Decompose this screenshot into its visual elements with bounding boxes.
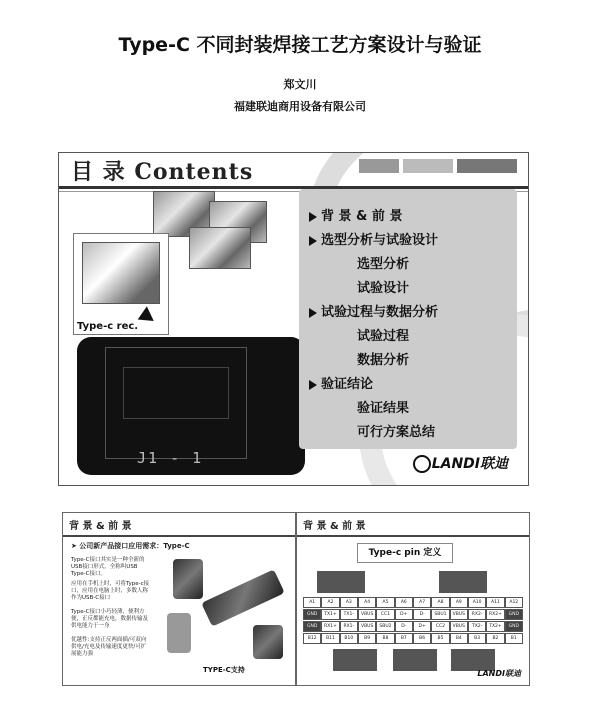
pin-cell: B12	[303, 633, 321, 644]
pin-cell: A10	[468, 597, 486, 608]
connector-label: Type-c rec.	[77, 321, 139, 332]
pin-label-row-bottom	[303, 633, 523, 644]
logo-ring-icon	[413, 455, 431, 473]
callout	[333, 649, 377, 671]
slide-header: 背 景 & 前 景	[303, 521, 366, 532]
header-swatch	[457, 159, 517, 173]
pin-cell: A6	[395, 597, 413, 608]
pin-cell: A5	[376, 597, 394, 608]
document-author: 郑文川	[283, 78, 317, 91]
pin-title: Type-c pin 定义	[357, 543, 453, 563]
document-affiliation: 福建联迪商用设备有限公司	[234, 100, 366, 113]
pin-cell: B5	[431, 633, 449, 644]
connector-image	[82, 242, 160, 304]
pin-cell: B10	[340, 633, 358, 644]
toc-item: 背 景 & 前 景	[309, 205, 402, 224]
connector-photo	[189, 227, 251, 269]
requirement-text: ➤ 公司新产品接口应用需求：Type-C	[71, 542, 190, 550]
pin-cell: B6	[413, 633, 431, 644]
toc-subitem: 试验设计	[357, 281, 410, 296]
pin-cell: B7	[395, 633, 413, 644]
pin-cell: CC2	[431, 621, 449, 632]
pin-label-row-top	[303, 597, 523, 608]
pin-cell: A2	[321, 597, 339, 608]
pin-cell: B11	[321, 633, 339, 644]
header-swatch	[403, 159, 453, 173]
footprint-label: J1 - 1	[137, 449, 204, 467]
toc-item: 试验过程与数据分析	[309, 301, 438, 320]
pin-cell: RX1+	[321, 621, 339, 632]
footprint-pads	[123, 367, 229, 419]
pin-cell: CC1	[376, 609, 394, 620]
pin-cell: B2	[486, 633, 504, 644]
pin-cell: RX2-	[468, 609, 486, 620]
callout	[439, 571, 487, 593]
header-rule	[63, 535, 295, 537]
pin-cell: A12	[505, 597, 523, 608]
toc-item: 验证结论	[309, 373, 373, 392]
pin-cell: A11	[486, 597, 504, 608]
bullet-arrow-icon	[309, 212, 317, 222]
bullet-arrow-icon	[309, 308, 317, 318]
toc-subitem: 验证结果	[357, 401, 410, 416]
pin-cell: TX1+	[321, 609, 339, 620]
paragraph: 优越性:支持正反两面插/可双向供电/充电及传输速度更快/可扩展能力强	[71, 637, 147, 657]
pin-cell: TX2-	[468, 621, 486, 632]
pin-cell: D-	[395, 621, 413, 632]
bullet-arrow-icon	[309, 236, 317, 246]
pin-cell: A3	[340, 597, 358, 608]
paragraph: 应用在手机上时，可将Type-c接口，应用在电脑上时，多数人称作为USB-C接口	[71, 581, 150, 601]
pin-cell: A1	[303, 597, 321, 608]
pin-cell: D+	[413, 621, 431, 632]
pin-cell: A9	[450, 597, 468, 608]
hub-image	[201, 569, 284, 626]
pin-cell: B1	[505, 633, 523, 644]
pin-cell: A4	[358, 597, 376, 608]
image-caption: TYPE-C支持	[203, 666, 245, 674]
slide-header: 背 景 & 前 景	[69, 521, 132, 532]
pin-cell: VBUS	[358, 609, 376, 620]
pin-cell: GND	[303, 609, 321, 620]
pin-cell: RX2+	[486, 609, 504, 620]
pin-cell: GND	[505, 621, 523, 632]
pin-cell: B3	[468, 633, 486, 644]
usb-plug-image	[173, 559, 203, 599]
header-swatch	[359, 159, 399, 173]
paragraph: Type-C接口其实是一种全新的USB接口形式，全称叫USB Type-C接口。	[71, 557, 145, 577]
toc-subitem: 选型分析	[357, 257, 410, 272]
callout	[317, 571, 365, 593]
pin-cell: B9	[358, 633, 376, 644]
pin-cell: GND	[303, 621, 321, 632]
pin-cell: A8	[431, 597, 449, 608]
pin-cell: VBUS	[450, 609, 468, 620]
pin-cell: VBUS	[358, 621, 376, 632]
pcb-footprint-image	[77, 337, 305, 475]
toc-subitem: 数据分析	[357, 353, 410, 368]
main-slide-image	[58, 152, 529, 486]
landi-logo: LANDI联迪	[413, 453, 508, 473]
document-title: Type-C 不同封装焊接工艺方案设计与验证	[118, 34, 482, 56]
slide-title: 目 录 Contents	[71, 159, 254, 185]
pin-cell: SBU1	[431, 609, 449, 620]
pin-cell: D+	[395, 609, 413, 620]
pin-cell: TX2+	[486, 621, 504, 632]
bullet-arrow-icon	[309, 380, 317, 390]
pin-cell: B4	[450, 633, 468, 644]
callout	[393, 649, 437, 671]
header-rule	[297, 535, 529, 537]
card-image	[253, 625, 283, 659]
pin-row-b	[303, 621, 523, 632]
pin-cell: D-	[413, 609, 431, 620]
pin-cell: B8	[376, 633, 394, 644]
landi-logo: LANDI联迪	[477, 669, 521, 678]
adapter-image	[167, 613, 191, 653]
paragraph: Type-C接口小巧轻薄，便利方便，正反都能充电，数据传输及供电能力于一身	[71, 609, 149, 629]
pin-cell: A7	[413, 597, 431, 608]
toc-item: 选型分析与试验设计	[309, 229, 438, 248]
toc-subitem: 试验过程	[357, 329, 410, 344]
pin-cell: TX1-	[340, 609, 358, 620]
toc-subitem: 可行方案总结	[357, 425, 436, 440]
background-slide-image	[62, 512, 296, 686]
pin-cell: GND	[505, 609, 523, 620]
pin-cell: VBUS	[450, 621, 468, 632]
pin-row-a	[303, 609, 523, 620]
toc-panel	[299, 189, 517, 449]
pin-cell: SBU2	[376, 621, 394, 632]
pin-cell: RX1-	[340, 621, 358, 632]
pin-definition-slide-image	[296, 512, 530, 686]
